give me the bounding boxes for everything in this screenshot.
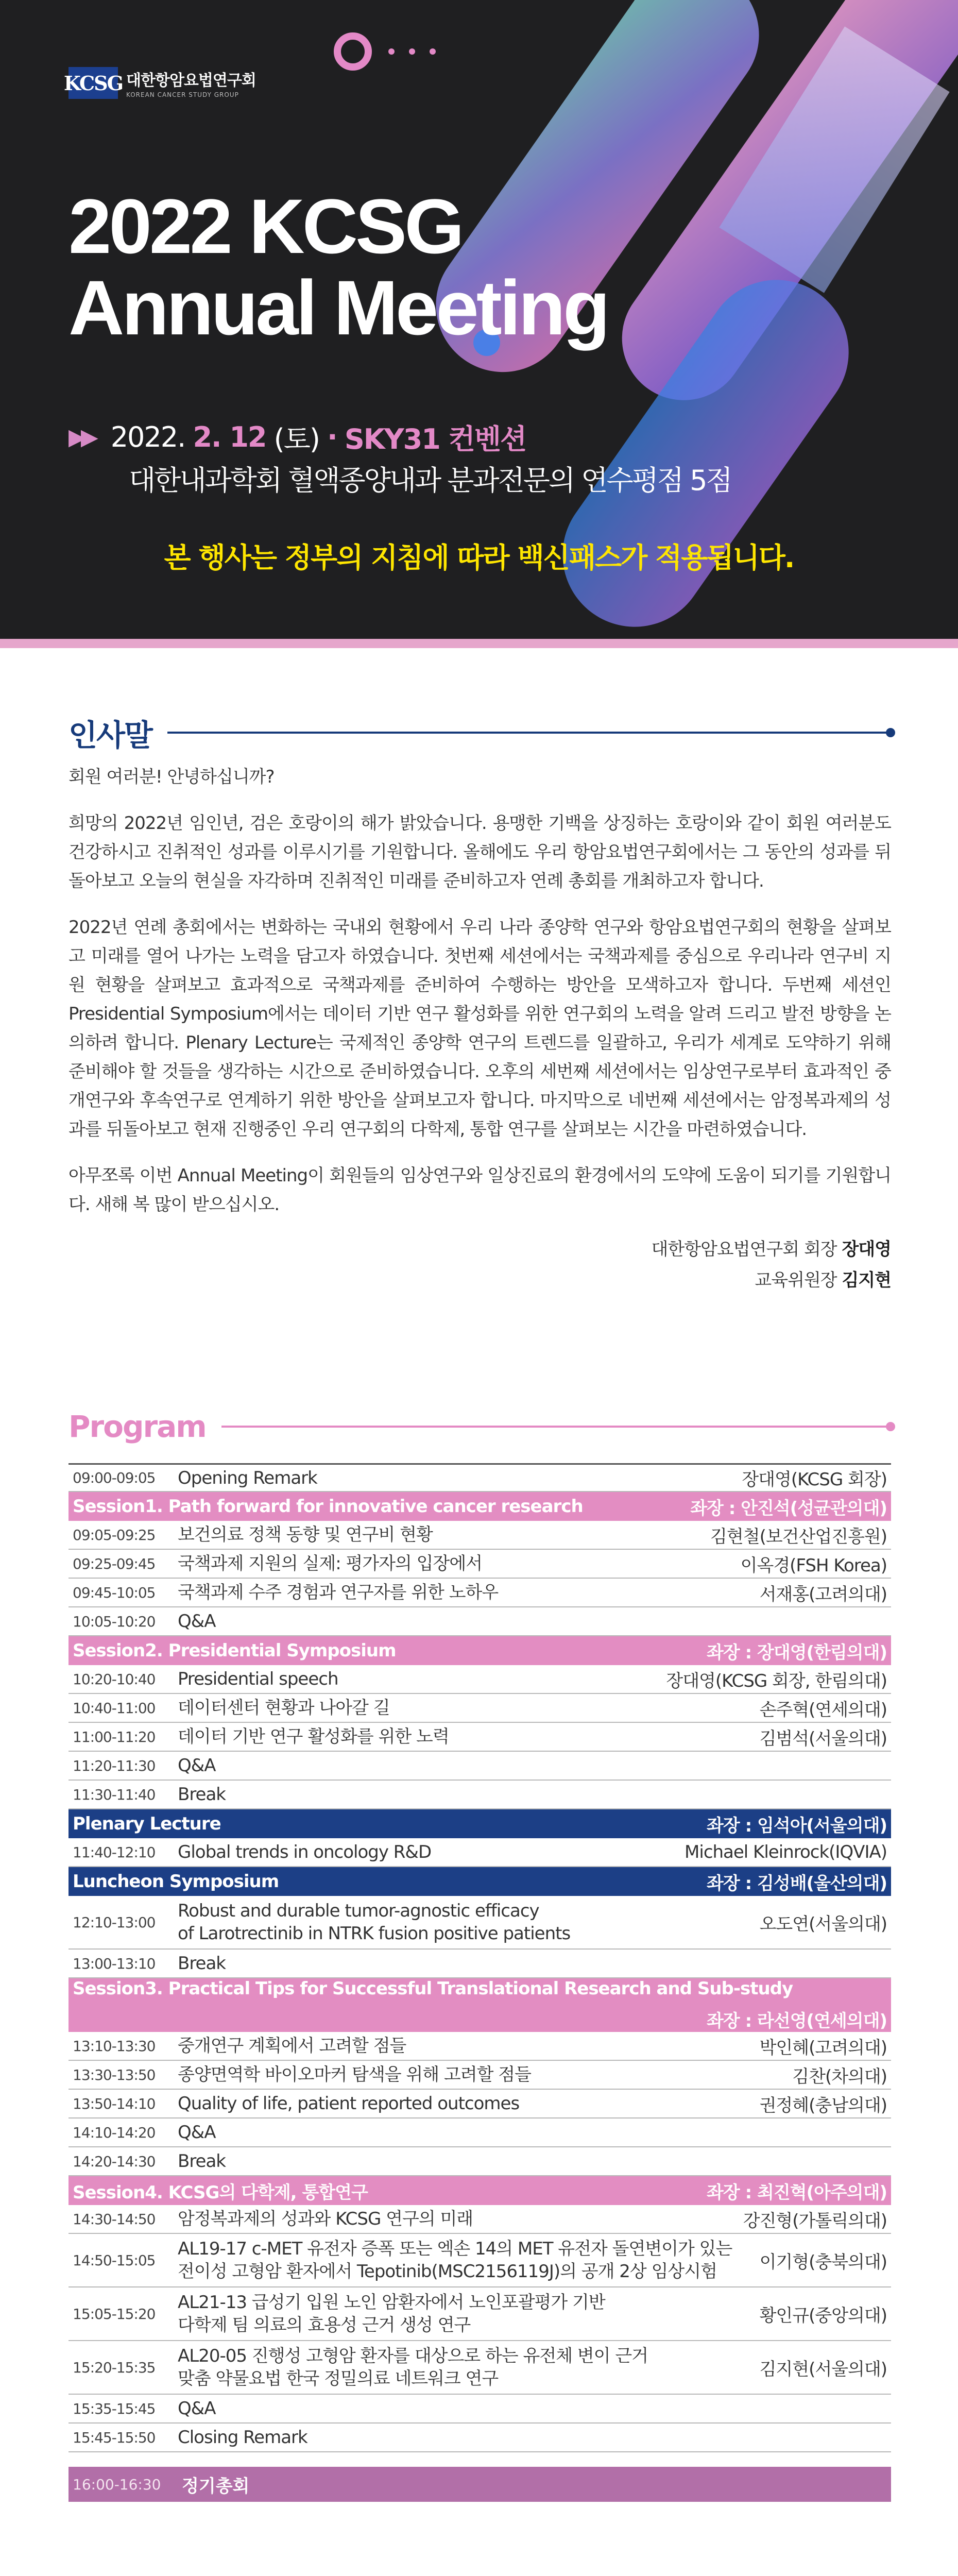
session-header [69, 2176, 891, 2205]
program-topic: 중개연구 계획에서 고려할 점들 [178, 2036, 406, 2056]
org-name-en: KOREAN CANCER STUDY GROUP [126, 91, 239, 98]
program-topic: AL21-13 급성기 입원 노인 암환자에서 노인포괄평가 기반 다학제 팀 의료의 효용성 근거 생성 연구 [178, 2292, 605, 2335]
program-row [69, 2061, 891, 2090]
program-row [69, 2395, 891, 2424]
program-topic: Q&A [178, 2398, 216, 2419]
program-time: 15:35-15:45 [73, 2400, 156, 2417]
program-heading [69, 1409, 891, 1444]
venue-name: SKY31 컨벤션 [344, 423, 526, 455]
program-topic: Break [178, 1953, 226, 1974]
program-time: 15:05-15:20 [73, 2305, 156, 2323]
program-topic: Break [178, 2151, 226, 2172]
program-row [69, 1752, 891, 1781]
session-header [69, 1636, 891, 1665]
session-header [69, 1492, 891, 1521]
vaccine-pass-notice: 본 행사는 정부의 지침에 따라 백신패스가 적용됩니다. [164, 541, 794, 574]
org-name-ko: 대한항암요법연구회 [126, 72, 256, 90]
program-speaker: 장대영(KCSG 회장) [742, 1469, 887, 1490]
program-time: 16:00-16:30 [73, 2476, 161, 2493]
logo-mark: KCSG [69, 67, 118, 99]
session-chair: 좌장 : 최진혁(아주의대) [707, 2182, 887, 2203]
program-speaker: 이옥경(FSH Korea) [740, 1555, 887, 1576]
program-topic: 데이터 기반 연구 활성화를 위한 노력 [178, 1726, 449, 1747]
greeting-heading [69, 711, 891, 754]
event-title-line2: Annual Meeting [69, 264, 608, 351]
program-row [69, 1694, 891, 1723]
session-title: Session1. Path forward for innovative cancer research [73, 1496, 583, 1517]
session-header [69, 1867, 891, 1896]
program-topic: Closing Remark [178, 2427, 307, 2448]
program-topic: Q&A [178, 1755, 216, 1776]
program-topic: 국책과제 수주 경험과 연구자를 위한 노하우 [178, 1582, 499, 1603]
program-time: 13:10-13:30 [73, 2037, 156, 2055]
program-time: 11:20-11:30 [73, 1757, 156, 1774]
session-header [69, 1809, 891, 1838]
program-row [69, 2424, 891, 2452]
program-topic: Global trends in oncology R&D [178, 1842, 432, 1862]
program-speaker: 권정혜(충남의대) [759, 2095, 887, 2116]
program-time: 11:30-11:40 [73, 1786, 156, 1803]
event-title-line1: 2022 KCSG [69, 183, 462, 269]
program-row [69, 1950, 891, 1978]
program-time: 10:05-10:20 [73, 1613, 156, 1630]
greeting-paragraph: 희망의 2022년 임인년, 검은 호랑이의 해가 밝았습니다. 용맹한 기백을 상징하는 호랑이와 같이 회원 여러분도 건강하시고 진취적인 성과를 이루시기를 기원합니다. 올해에도 우리 항암요법연구회에서는 그 동안의 성과를 뒤돌아보고 오늘의 현실을 자각하며 진취적인 미래를 준비하고자 연례 총회를 개최하고자 합니다. [69, 813, 891, 891]
session-title: Session2. Presidential Symposium [73, 1640, 396, 1661]
hero-bottom-band [0, 639, 958, 648]
program-topic: Presidential speech [178, 1669, 338, 1689]
program-time: 11:00-11:20 [73, 1728, 156, 1745]
session-title: Session4. KCSG의 다학제, 통합연구 [73, 2182, 368, 2203]
greeting-title: 인사말 [69, 718, 152, 753]
program-topic: 종양면역학 바이오마커 탐색을 위해 고려할 점들 [178, 2064, 531, 2085]
program-speaker: 김범석(서울의대) [759, 1728, 887, 1749]
program-row [69, 1463, 891, 1492]
program-speaker: 손주혁(연세의대) [759, 1699, 887, 1720]
program-time: 14:30-14:50 [73, 2210, 156, 2228]
rule-dot [886, 1422, 895, 1431]
program-time: 10:40-11:00 [73, 1699, 156, 1717]
program-row [69, 1781, 891, 1809]
program-time: 09:05-09:25 [73, 1526, 156, 1544]
program-row [69, 1521, 891, 1550]
program-row [69, 1723, 891, 1752]
session-chair: 좌장 : 라선영(연세의대) [707, 2011, 887, 2031]
session-header [69, 1978, 891, 2032]
program-row [69, 1550, 891, 1579]
program-row [69, 2234, 891, 2287]
program-topic: 보건의료 정책 동향 및 연구비 현황 [178, 1524, 433, 1545]
program-row [69, 1665, 891, 1694]
date-year: 2022. [110, 421, 185, 453]
program-speaker: 황인규(중앙의대) [759, 2305, 887, 2326]
session-chair: 좌장 : 임석아(서울의대) [707, 1815, 887, 1836]
program-row [69, 2147, 891, 2176]
greeting-body [69, 762, 891, 1236]
date-weekday: (토) [273, 423, 319, 455]
date-month-day: 2. 12 [193, 421, 266, 453]
org-logo [63, 67, 256, 99]
program-row [69, 1838, 891, 1867]
program-row [69, 2090, 891, 2119]
hero-banner [0, 0, 958, 639]
date-separator: · [327, 421, 337, 453]
program-topic: 국책과제 지원의 실제: 평가자의 입장에서 [178, 1553, 483, 1574]
session-chair: 좌장 : 장대영(한림의대) [707, 1642, 887, 1663]
greeting-paragraph: 회원 여러분! 안녕하십니까? [69, 767, 275, 787]
program-topic: 암정복과제의 성과와 KCSG 연구의 미래 [178, 2209, 473, 2229]
session-title: Session3. Practical Tips for Successful Translational Research and Sub-study [73, 1978, 793, 1999]
program-row [69, 2287, 891, 2341]
program-time: 13:30-13:50 [73, 2066, 156, 2083]
program-speaker: 김현철(보건산업진흥원) [710, 1526, 887, 1547]
program-row [69, 1896, 891, 1950]
event-title [69, 183, 608, 351]
program-speaker: 박인혜(고려의대) [759, 2037, 887, 2058]
event-date-line [69, 417, 526, 457]
program-speaker: 김지현(서울의대) [759, 2359, 887, 2380]
program-time: 15:45-15:50 [73, 2429, 156, 2446]
program-topic: AL19-17 c-MET 유전자 증폭 또는 엑손 14의 MET 유전자 돌연변이가 있는 전이성 고형암 환자에서 Tepotinib(MSC2156119J)의 공개 2상 임상시험 [178, 2239, 732, 2282]
heading-rule [221, 1426, 891, 1428]
sign-edu-name: 김지현 [842, 1270, 891, 1291]
program-time: 10:20-10:40 [73, 1670, 156, 1688]
program-time: 15:20-15:35 [73, 2359, 156, 2376]
sign-edu-title: 교육위원장 [755, 1270, 842, 1291]
program-topic: Opening Remark [178, 1467, 317, 1488]
sign-president-name: 장대영 [842, 1239, 891, 1260]
program-speaker: 이기형(충북의대) [759, 2251, 887, 2273]
session-chair: 좌장 : 안진석(성균관의대) [690, 1498, 887, 1519]
program-row [69, 1607, 891, 1636]
program-topic: 데이터센터 현황과 나아갈 길 [178, 1698, 390, 1718]
program-time: 13:00-13:10 [73, 1955, 156, 1972]
program-time: 09:00-09:05 [73, 1469, 156, 1486]
program-row [69, 1579, 891, 1607]
greeting-paragraph: 아무쪼록 이번 Annual Meeting이 회원들의 임상연구와 일상진료의 환경에서의 도약에 도움이 되기를 기원합니다. 새해 복 많이 받으십시오. [69, 1165, 891, 1215]
credit-info: 대한내과학회 혈액종양내과 분과전문의 연수평점 5점 [129, 464, 731, 497]
program-time: 09:25-09:45 [73, 1555, 156, 1572]
program-table [69, 1463, 891, 2502]
program-speaker: 김찬(차의대) [792, 2066, 887, 2087]
program-topic: Robust and durable tumor-agnostic efficacy of Larotrectinib in NTRK fusion positive patients [178, 1901, 571, 1944]
program-topic: Q&A [178, 2122, 216, 2143]
program-time: 11:40-12:10 [73, 1843, 156, 1861]
session-title: Plenary Lecture [73, 1814, 221, 1834]
program-speaker: 오도연(서울의대) [759, 1913, 887, 1935]
program-topic: Quality of life, patient reported outcomes [178, 2093, 520, 2114]
session-title: Luncheon Symposium [73, 1871, 279, 1892]
rule-dot [886, 728, 895, 737]
greeting-paragraph: 2022년 연례 총회에서는 변화하는 국내외 현황에서 우리 나라 종양학 연구와 항암요법연구회의 현황을 살펴보고 미래를 열어 나가는 노력을 담고자 하였습니다. 첫번째 세션에서는 국책과제를 중심으로 우리나라 연구비 지원 현황을 살펴보고 효과적으로 국책과제를 준비하여 수행하는 방안을 모색하고자 합니다. 두번째 세션인 Presidential Symposium에서는 데이터 기반 연구 활성화를 위한 연구회의 노력을 알려 드리고 발전 방향을 논의하려 합니다. Plenary Lecture는 국제적인 종양학 연구의 트렌드를 일괄하고, 우리가 세계로 도약하기 위해 준비해야 할 것들을 생각하는 시간으로 준비하였습니다. 오후의 세번째 세션에서는 임상연구로부터 효과적인 중개연구와 후속연구로 연계하기 위한 방안을 살펴보고자 합니다. 마지막으로 네번째 세션에서는 암정복과제의 성과를 뒤돌아보고 현재 진행중인 우리 연구회의 다학제, 통합 연구를 살펴보는 시간을 마련하였습니다. [69, 917, 891, 1140]
program-row [69, 2119, 891, 2147]
program-topic: 정기총회 [182, 2476, 250, 2497]
heading-rule [167, 732, 891, 734]
double-arrow-icon: ▶▶ [69, 424, 93, 450]
program-topic: AL20-05 진행성 고형암 환자를 대상으로 하는 유전체 변이 근거 맞춤 약물요법 한국 정밀의료 네트워크 연구 [178, 2346, 648, 2389]
program-topic: Q&A [178, 1611, 216, 1632]
greeting-signature [652, 1234, 891, 1296]
session-chair: 좌장 : 김성배(울산의대) [707, 1873, 887, 1894]
program-time: 14:50-15:05 [73, 2251, 156, 2269]
ring-shape [337, 36, 368, 67]
program-time: 09:45-10:05 [73, 1584, 156, 1601]
program-speaker: 장대영(KCSG 회장, 한림의대) [666, 1670, 887, 1691]
program-title: Program [69, 1409, 206, 1444]
program-speaker: Michael Kleinrock(IQVIA) [685, 1842, 887, 1862]
program-time: 12:10-13:00 [73, 1913, 156, 1931]
program-row [69, 2205, 891, 2234]
program-speaker: 서재홍(고려의대) [759, 1584, 887, 1605]
program-row [69, 2032, 891, 2061]
program-time: 14:20-14:30 [73, 2153, 156, 2170]
program-time: 14:10-14:20 [73, 2124, 156, 2141]
program-row [69, 2341, 891, 2395]
program-topic: Break [178, 1784, 226, 1805]
sign-president-title: 대한항암요법연구회 회장 [651, 1239, 842, 1260]
general-assembly-row [69, 2467, 891, 2502]
program-speaker: 강진형(가톨릭의대) [743, 2210, 887, 2231]
program-time: 13:50-14:10 [73, 2095, 156, 2112]
